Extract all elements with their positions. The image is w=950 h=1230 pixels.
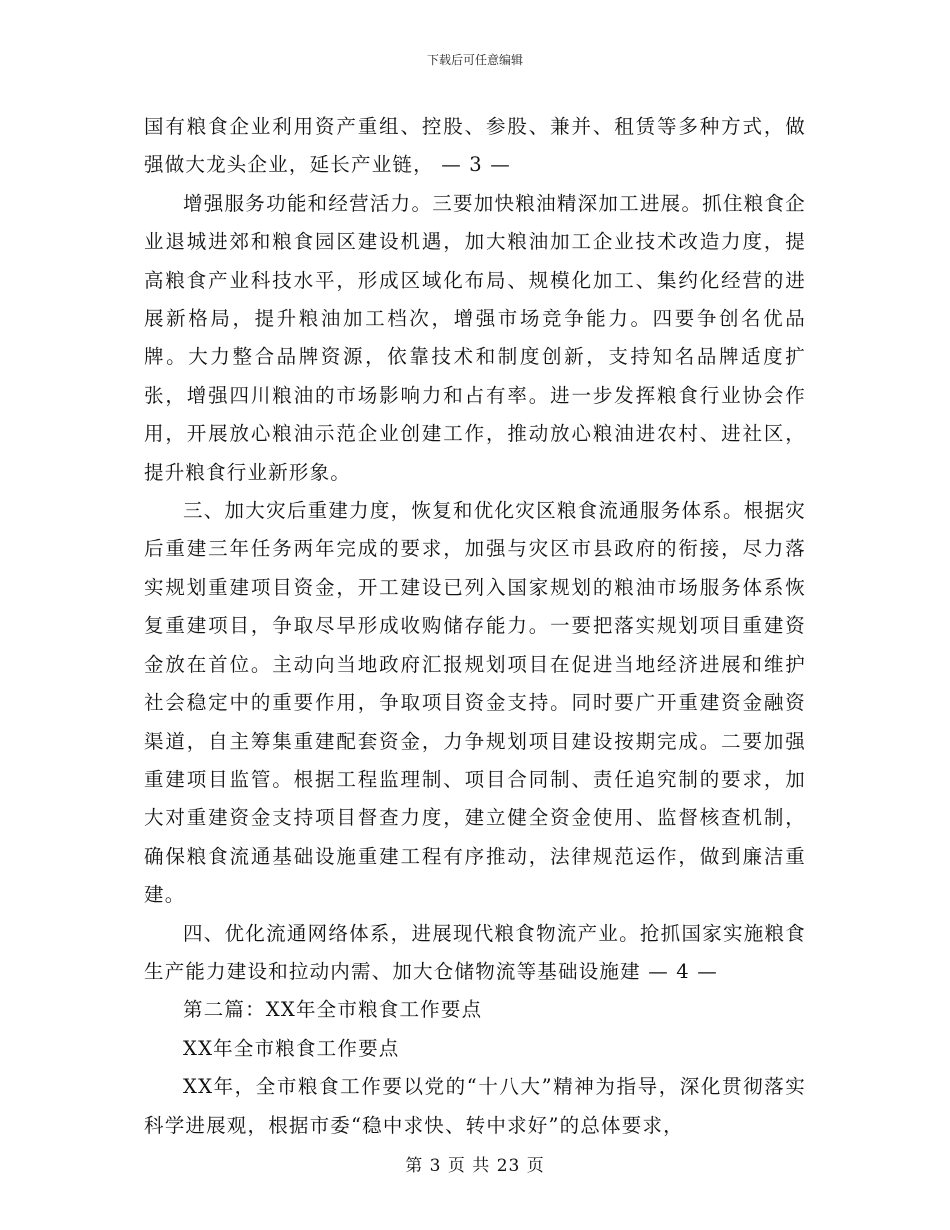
paragraph-7: XX年，全市粮食工作要以党的“十八大”精神为指导，深化贯彻落实科学进展观，根据市委“稳中求快、转中求好”的总体要求， <box>144 1075 806 1137</box>
page-header: 下载后可任意编辑 <box>426 53 523 67</box>
paragraph-4: 四、优化流通网络体系，进展现代粮食物流产业。抢抓国家实施粮食生产能力建设和拉动内需、加大仓储物流等基础设施建 — 4 — <box>144 921 806 983</box>
paragraph-2: 增强服务功能和经营活力。三要加快粮油精深加工进展。抓住粮食企业退城进郊和粮食园区建设机遇，加大粮油加工企业技术改造力度，提高粮食产业科技水平，形成区域化布局、规模化加工、集约化经营的进展新格局，提升粮油加工档次，增强市场竞争能力。四要争创名优品牌。大力整合品牌资源，依靠技术和制度创新，支持知名品牌适度扩张，增强四川粮油的市场影响力和占有率。进一步发挥粮食行业协会作用，开展放心粮油示范企业创建工作，推动放心粮油进农村、进社区，提升粮食行业新形象。 <box>144 191 806 484</box>
document-body <box>144 108 806 1145</box>
paragraph-3: 三、加大灾后重建力度，恢复和优化灾区粮食流通服务体系。根据灾后重建三年任务两年完成的要求，加强与灾区市县政府的衔接，尽力落实规划重建项目资金，开工建设已列入国家规划的粮油市场服务体系恢复重建项目，争取尽早形成收购储存能力。一要把落实规划项目重建资金放在首位。主动向当地政府汇报规划项目在促进当地经济进展和维护社会稳定中的重要作用，争取项目资金支持。同时要广开重建资金融资渠道，自主筹集重建配套资金，力争规划项目建设按期完成。二要加强重建项目监管。根据工程监理制、项目合同制、责任追究制的要求，加大对重建资金支持项目督查力度，建立健全资金使用、监督核查机制，确保粮食流通基础设施重建工程有序推动，法律规范运作，做到廉洁重建。 <box>144 499 806 907</box>
section-heading: 第二篇：XX年全市粮食工作要点 <box>183 998 483 1022</box>
page-footer: 第 3 页 共 23 页 <box>405 1156 545 1176</box>
document-title: XX年全市粮食工作要点 <box>183 1036 400 1060</box>
paragraph-1: 国有粮食企业利用资产重组、控股、参股、兼并、租赁等多种方式，做强做大龙头企业，延长产业链， — 3 — <box>144 115 806 177</box>
